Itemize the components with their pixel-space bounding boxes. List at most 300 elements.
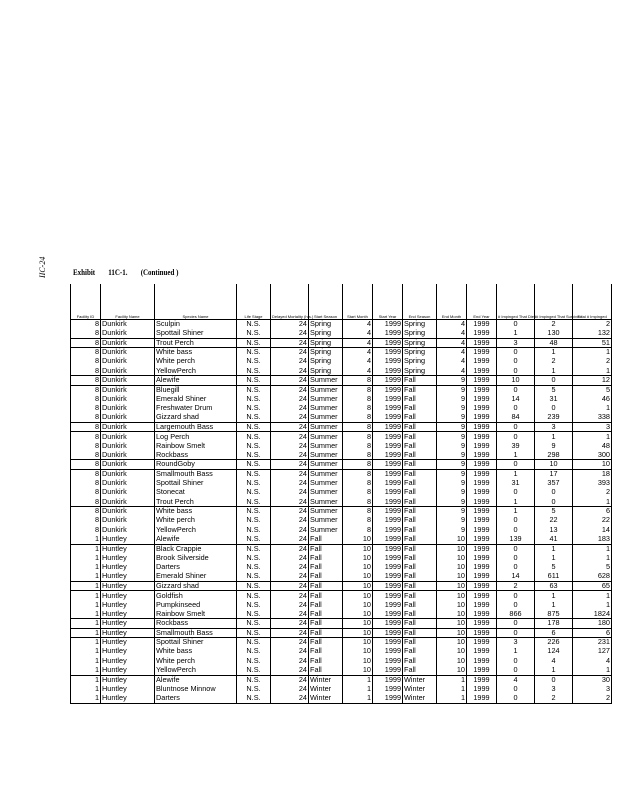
table-cell: 1999 [467, 451, 497, 460]
table-cell: 2 [535, 357, 573, 366]
table-cell: 3 [497, 338, 535, 347]
table-cell: 8 [343, 497, 373, 506]
table-cell: Winter [403, 694, 437, 703]
table-row [71, 647, 612, 656]
table-cell: 3 [497, 638, 535, 647]
exhibit-title [73, 267, 190, 277]
table-cell: 1 [497, 451, 535, 460]
table-cell: 24 [271, 432, 309, 441]
table-cell: 1999 [467, 647, 497, 656]
table-cell: 1999 [373, 638, 403, 647]
table-cell: Summer [309, 376, 343, 385]
table-cell: Huntley [101, 581, 155, 590]
table-cell: 1 [535, 553, 573, 562]
table-cell: 239 [535, 413, 573, 422]
table-cell: 1999 [373, 694, 403, 703]
table-cell: 1999 [467, 376, 497, 385]
table-cell: 1999 [467, 404, 497, 413]
table-cell: 9 [437, 497, 467, 506]
table-cell: Smallmouth Bass [155, 628, 237, 637]
table-cell: 8 [71, 385, 101, 394]
table-cell: 1999 [373, 348, 403, 357]
table-cell: 24 [271, 525, 309, 534]
table-cell: N.S. [237, 422, 271, 431]
table-cell: N.S. [237, 432, 271, 441]
table-cell: Dunkirk [101, 497, 155, 506]
table-cell: 10 [343, 563, 373, 572]
table-cell: 0 [535, 404, 573, 413]
column-header: Total # Impinged [573, 284, 612, 320]
table-cell: Trout Perch [155, 497, 237, 506]
table-cell: 1999 [467, 544, 497, 553]
column-header: Delayed Mortality (hrs.) [271, 284, 309, 320]
table-cell: Spottail Shiner [155, 479, 237, 488]
table-cell: Fall [403, 422, 437, 431]
table-cell: 0 [497, 357, 535, 366]
table-cell: 1999 [373, 572, 403, 581]
table-row [71, 385, 612, 394]
table-cell: 1999 [373, 497, 403, 506]
table-cell: 124 [535, 647, 573, 656]
table-cell: 8 [71, 516, 101, 525]
table-cell: 10 [437, 563, 467, 572]
table-cell: Rockbass [155, 619, 237, 628]
table-cell: Huntley [101, 638, 155, 647]
table-cell: 10 [437, 609, 467, 618]
table-cell: Summer [309, 432, 343, 441]
table-cell: 24 [271, 338, 309, 347]
table-cell: 8 [71, 488, 101, 497]
table-cell: 24 [271, 497, 309, 506]
table-cell: 1999 [373, 385, 403, 394]
table-cell: 84 [497, 413, 535, 422]
table-cell: 1999 [373, 441, 403, 450]
table-cell: 10 [343, 572, 373, 581]
table-cell: 12 [573, 376, 612, 385]
table-cell: 10 [437, 656, 467, 665]
table-cell: 1 [437, 675, 467, 684]
table-cell: Spring [403, 348, 437, 357]
table-cell: 10 [343, 628, 373, 637]
exhibit-label: Exhibit [73, 267, 96, 277]
table-cell: White perch [155, 516, 237, 525]
table-cell: 1 [573, 591, 612, 600]
table-cell: 1999 [373, 535, 403, 544]
table-cell: Black Crappie [155, 544, 237, 553]
table-cell: Darters [155, 694, 237, 703]
table-cell: 1 [497, 329, 535, 338]
table-cell: Spring [309, 320, 343, 329]
table-cell: 10 [343, 666, 373, 675]
table-cell: Rainbow Smelt [155, 609, 237, 618]
table-cell: 24 [271, 581, 309, 590]
table-cell: Dunkirk [101, 385, 155, 394]
table-cell: 10 [343, 591, 373, 600]
table-cell: 1999 [373, 563, 403, 572]
table-cell: 63 [535, 581, 573, 590]
table-cell: Dunkirk [101, 413, 155, 422]
table-cell: 1 [535, 544, 573, 553]
column-header: Facility ID [71, 284, 101, 320]
column-header: Life Stage [237, 284, 271, 320]
table-cell: 1999 [373, 684, 403, 693]
table-cell: 9 [437, 525, 467, 534]
table-cell: 0 [497, 320, 535, 329]
table-cell: 338 [573, 413, 612, 422]
column-header: Species Name [155, 284, 237, 320]
table-cell: 8 [71, 497, 101, 506]
table-cell: 1 [71, 628, 101, 637]
table-cell: 8 [343, 469, 373, 478]
table-cell: 14 [497, 572, 535, 581]
table-cell: 1 [573, 366, 612, 375]
table-row [71, 609, 612, 618]
table-cell: 24 [271, 329, 309, 338]
table-cell: 0 [497, 432, 535, 441]
table-cell: 1 [497, 469, 535, 478]
table-row [71, 638, 612, 647]
table-cell: Gizzard shad [155, 581, 237, 590]
table-cell: 1999 [373, 647, 403, 656]
table-cell: 1 [71, 581, 101, 590]
table-cell: N.S. [237, 320, 271, 329]
table-cell: 0 [497, 385, 535, 394]
table-cell: 1999 [373, 394, 403, 403]
table-cell: 10 [437, 619, 467, 628]
table-row [71, 600, 612, 609]
table-cell: 1999 [373, 469, 403, 478]
table-cell: Fall [309, 600, 343, 609]
table-cell: N.S. [237, 600, 271, 609]
table-cell: 0 [535, 488, 573, 497]
table-cell: 1999 [467, 656, 497, 665]
table-cell: N.S. [237, 694, 271, 703]
table-cell: 8 [71, 404, 101, 413]
table-row [71, 572, 612, 581]
table-cell: 1 [71, 563, 101, 572]
table-cell: 39 [497, 441, 535, 450]
column-header: End Year [467, 284, 497, 320]
column-header: Start Year [373, 284, 403, 320]
table-cell: 24 [271, 357, 309, 366]
table-cell: 1999 [467, 329, 497, 338]
table-cell: 1 [343, 684, 373, 693]
table-cell: N.S. [237, 385, 271, 394]
table-row [71, 432, 612, 441]
table-cell: 4 [343, 357, 373, 366]
table-row [71, 394, 612, 403]
table-cell: 9 [437, 441, 467, 450]
table-cell: 1 [497, 497, 535, 506]
table-cell: Fall [309, 647, 343, 656]
table-cell: 9 [437, 488, 467, 497]
table-cell: Summer [309, 404, 343, 413]
table-cell: Spring [309, 338, 343, 347]
table-cell: 9 [437, 451, 467, 460]
table-cell: 130 [535, 329, 573, 338]
table-row [71, 479, 612, 488]
table-cell: Spottail Shiner [155, 329, 237, 338]
table-cell: 1 [71, 544, 101, 553]
table-cell: Spring [403, 338, 437, 347]
table-cell: Sculpin [155, 320, 237, 329]
table-cell: Winter [309, 694, 343, 703]
table-cell: Huntley [101, 647, 155, 656]
table-cell: 875 [535, 609, 573, 618]
table-cell: 8 [343, 525, 373, 534]
table-cell: 24 [271, 413, 309, 422]
table-cell: 1999 [373, 553, 403, 562]
table-cell: 4 [343, 338, 373, 347]
table-cell: 1 [497, 507, 535, 516]
table-cell: N.S. [237, 684, 271, 693]
table-cell: 24 [271, 460, 309, 469]
table-cell: N.S. [237, 525, 271, 534]
table-cell: Summer [309, 394, 343, 403]
table-cell: N.S. [237, 357, 271, 366]
table-row [71, 469, 612, 478]
table-cell: N.S. [237, 441, 271, 450]
table-cell: 2 [573, 320, 612, 329]
table-cell: Fall [403, 432, 437, 441]
table-cell: Fall [403, 535, 437, 544]
table-cell: N.S. [237, 591, 271, 600]
table-cell: Fall [403, 460, 437, 469]
table-cell: 1999 [467, 591, 497, 600]
table-cell: 1 [71, 619, 101, 628]
table-cell: 298 [535, 451, 573, 460]
table-cell: 1999 [467, 366, 497, 375]
table-row [71, 460, 612, 469]
table-cell: 6 [573, 507, 612, 516]
table-cell: Dunkirk [101, 507, 155, 516]
table-cell: 2 [497, 581, 535, 590]
table-cell: Fall [403, 497, 437, 506]
table-cell: 1 [71, 591, 101, 600]
table-cell: Dunkirk [101, 357, 155, 366]
table-cell: Huntley [101, 675, 155, 684]
table-cell: Dunkirk [101, 376, 155, 385]
table-cell: Fall [403, 563, 437, 572]
table-cell: 1999 [467, 572, 497, 581]
table-cell: 0 [497, 553, 535, 562]
table-cell: 1 [573, 404, 612, 413]
table-cell: N.S. [237, 638, 271, 647]
table-row [71, 591, 612, 600]
table-cell: N.S. [237, 404, 271, 413]
exhibit-status: (Continued ) [140, 267, 179, 277]
table-cell: 2 [535, 320, 573, 329]
table-cell: 8 [71, 422, 101, 431]
table-cell: 24 [271, 469, 309, 478]
table-cell: 24 [271, 422, 309, 431]
table-cell: 1999 [373, 516, 403, 525]
table-cell: 1 [71, 535, 101, 544]
table-cell: 1 [71, 656, 101, 665]
table-cell: 8 [71, 469, 101, 478]
exhibit-number: 11C-1. [108, 267, 128, 277]
table-cell: Fall [309, 619, 343, 628]
table-cell: Bluegill [155, 385, 237, 394]
table-cell: 226 [535, 638, 573, 647]
table-cell: 8 [71, 357, 101, 366]
table-cell: Fall [309, 666, 343, 675]
table-cell: 8 [343, 376, 373, 385]
table-cell: N.S. [237, 516, 271, 525]
table-cell: 24 [271, 320, 309, 329]
table-cell: Summer [309, 413, 343, 422]
table-cell: Rockbass [155, 451, 237, 460]
table-cell: White perch [155, 656, 237, 665]
table-cell: 4 [437, 357, 467, 366]
table-cell: Dunkirk [101, 451, 155, 460]
table-cell: Largemouth Bass [155, 422, 237, 431]
table-cell: 1999 [373, 329, 403, 338]
table-cell: 1 [573, 432, 612, 441]
table-cell: Emerald Shiner [155, 572, 237, 581]
table-cell: 0 [497, 694, 535, 703]
table-row [71, 348, 612, 357]
table-row [71, 413, 612, 422]
table-cell: Fall [309, 591, 343, 600]
table-cell: Winter [403, 675, 437, 684]
table-cell: Huntley [101, 553, 155, 562]
table-cell: N.S. [237, 451, 271, 460]
table-cell: 10 [437, 600, 467, 609]
table-cell: 14 [497, 394, 535, 403]
table-cell: Dunkirk [101, 469, 155, 478]
table-cell: Fall [403, 619, 437, 628]
table-cell: Huntley [101, 694, 155, 703]
table-cell: 1999 [467, 563, 497, 572]
table-cell: 1 [535, 348, 573, 357]
table-cell: Bluntnose Minnow [155, 684, 237, 693]
table-cell: 0 [497, 628, 535, 637]
table-cell: 1 [71, 553, 101, 562]
table-cell: Huntley [101, 656, 155, 665]
table-cell: Fall [309, 656, 343, 665]
table-cell: 8 [343, 422, 373, 431]
table-cell: 231 [573, 638, 612, 647]
table-cell: Smallmouth Bass [155, 469, 237, 478]
table-cell: 0 [497, 525, 535, 534]
table-cell: 0 [497, 544, 535, 553]
table-cell: Fall [403, 638, 437, 647]
table-cell: 1999 [467, 348, 497, 357]
table-cell: Dunkirk [101, 366, 155, 375]
table-cell: Brook Silverside [155, 553, 237, 562]
page-side-label: IIC-24 [38, 256, 47, 278]
table-cell: 24 [271, 638, 309, 647]
table-row [71, 320, 612, 329]
table-cell: 8 [343, 507, 373, 516]
table-cell: N.S. [237, 647, 271, 656]
table-cell: 24 [271, 563, 309, 572]
table-cell: 10 [343, 600, 373, 609]
table-cell: Dunkirk [101, 422, 155, 431]
table-cell: 1999 [373, 422, 403, 431]
table-cell: 18 [573, 469, 612, 478]
table-cell: Spring [309, 329, 343, 338]
table-cell: 4 [497, 675, 535, 684]
table-row [71, 544, 612, 553]
table-cell: 24 [271, 535, 309, 544]
table-cell: Fall [403, 628, 437, 637]
table-cell: 9 [437, 479, 467, 488]
table-cell: 1999 [373, 366, 403, 375]
table-row [71, 675, 612, 684]
table-cell: 393 [573, 479, 612, 488]
table-cell: N.S. [237, 479, 271, 488]
table-cell: 0 [497, 619, 535, 628]
table-cell: N.S. [237, 544, 271, 553]
table-cell: Spring [403, 320, 437, 329]
table-cell: 24 [271, 666, 309, 675]
table-cell: Spring [403, 357, 437, 366]
table-cell: Fall [403, 525, 437, 534]
table-cell: Summer [309, 460, 343, 469]
table-cell: N.S. [237, 656, 271, 665]
table-cell: 10 [437, 591, 467, 600]
table-cell: 1 [71, 647, 101, 656]
table-cell: 5 [573, 385, 612, 394]
table-cell: N.S. [237, 329, 271, 338]
table-cell: 0 [497, 563, 535, 572]
table-cell: Goldfish [155, 591, 237, 600]
table-cell: N.S. [237, 338, 271, 347]
table-cell: 8 [343, 460, 373, 469]
table-cell: 1 [437, 684, 467, 693]
table-cell: 10 [343, 544, 373, 553]
table-cell: 10 [437, 544, 467, 553]
table-cell: 4 [343, 320, 373, 329]
table-cell: Darters [155, 563, 237, 572]
table-cell: N.S. [237, 563, 271, 572]
table-cell: 1999 [373, 338, 403, 347]
table-cell: 8 [71, 376, 101, 385]
table-cell: 24 [271, 385, 309, 394]
table-cell: 0 [497, 684, 535, 693]
table-cell: 4 [437, 320, 467, 329]
table-cell: N.S. [237, 666, 271, 675]
table-cell: 1 [71, 600, 101, 609]
table-cell: 4 [437, 348, 467, 357]
table-cell: 10 [343, 581, 373, 590]
table-cell: N.S. [237, 488, 271, 497]
table-cell: 0 [497, 348, 535, 357]
table-cell: 8 [343, 394, 373, 403]
table-cell: 1999 [467, 581, 497, 590]
column-header: Start Season [309, 284, 343, 320]
table-cell: 8 [71, 525, 101, 534]
table-cell: 1999 [467, 600, 497, 609]
table-cell: 10 [343, 647, 373, 656]
table-row [71, 451, 612, 460]
table-cell: Summer [309, 422, 343, 431]
table-cell: Dunkirk [101, 479, 155, 488]
table-cell: N.S. [237, 619, 271, 628]
table-cell: 1999 [373, 413, 403, 422]
table-cell: 8 [71, 413, 101, 422]
table-cell: 24 [271, 479, 309, 488]
table-cell: 0 [497, 656, 535, 665]
table-body [71, 320, 612, 704]
table-cell: Fall [309, 609, 343, 618]
table-cell: 24 [271, 488, 309, 497]
table-cell: Fall [309, 535, 343, 544]
table-row [71, 404, 612, 413]
table-cell: Summer [309, 469, 343, 478]
